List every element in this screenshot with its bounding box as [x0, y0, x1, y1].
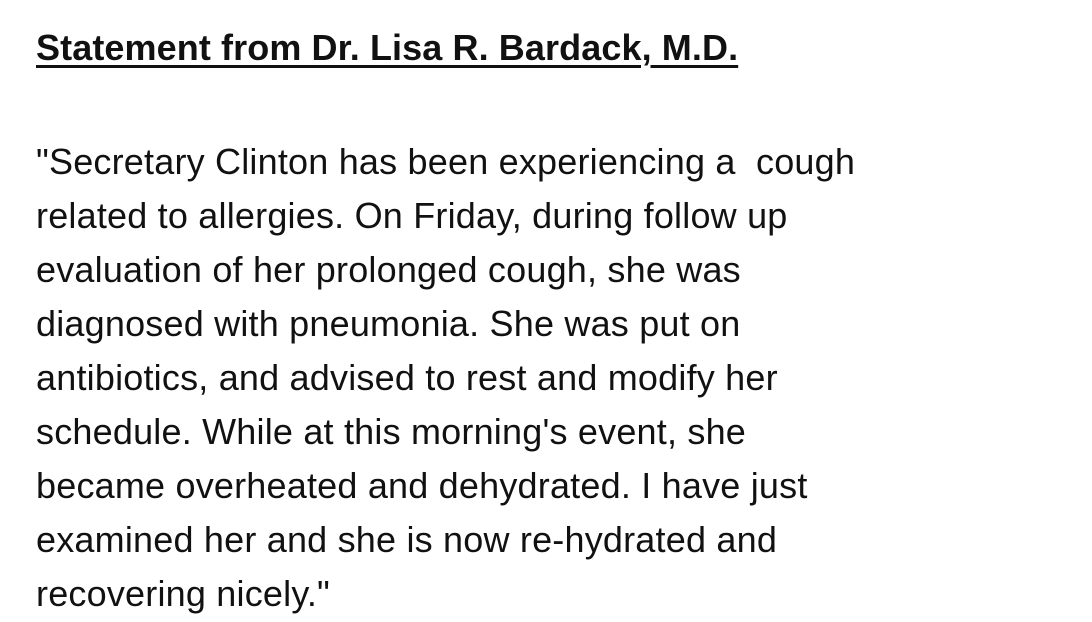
quote-line: examined her and she is now re-hydrated and — [36, 519, 778, 560]
statement-quote — [36, 135, 855, 621]
statement-heading: Statement from Dr. Lisa R. Bardack, M.D. — [36, 27, 739, 68]
quote-line: antibiotics, and advised to rest and modify her — [36, 357, 778, 398]
quote-line: recovering nicely." — [36, 573, 331, 614]
quote-line: "Secretary Clinton has been experiencing a cough — [36, 141, 856, 182]
quote-line: diagnosed with pneumonia. She was put on — [36, 303, 741, 344]
quote-line: became overheated and dehydrated. I have just — [36, 465, 808, 506]
statement-document — [36, 22, 1076, 614]
quote-line: related to allergies. On Friday, during follow up — [36, 195, 788, 236]
quote-line: evaluation of her prolonged cough, she was — [36, 249, 741, 290]
quote-line: schedule. While at this morning's event, she — [36, 411, 747, 452]
